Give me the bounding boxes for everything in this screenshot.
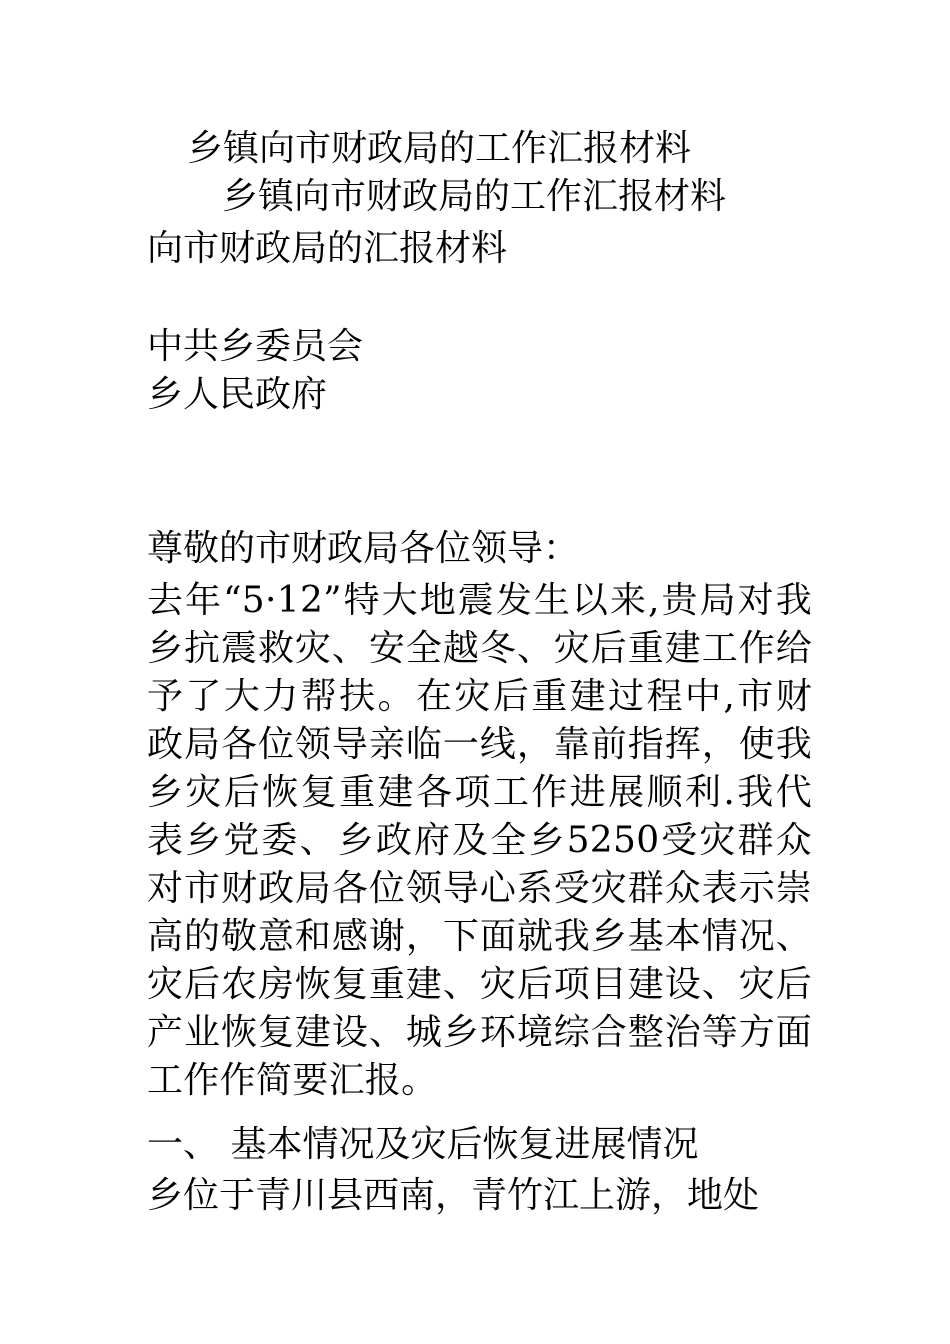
organization-party-committee: 中共乡委员会 [147,326,364,367]
salutation: 尊敬的市财政局各位领导： [147,528,580,569]
organization-government: 乡人民政府 [147,374,328,415]
document-title: 乡镇向市财政局的工作汇报材料 [187,128,692,169]
body-paragraph-1: 去年“5·12”特大地震发生以来,贵局对我乡抗震救灾、安全越冬、灾后重建工作给予了大力帮扶。在灾后重建过程中,市财政局各位领导亲临一线，靠前指挥，使我乡灾后恢复重建各项工作进展顺利.我代表乡党委、乡政府及全乡5250受灾群众对市财政局各位领导心系受灾群众表示崇高的敬意和感谢，下面就我乡基本情况、灾后农房恢复重建、灾后项目建设、灾后产业恢复建设、城乡环境综合整治等方面工作作简要汇报。 [147,580,812,1101]
document-subtitle: 乡镇向市财政局的工作汇报材料 [222,176,727,217]
body-paragraph-2: 乡位于青川县西南，青竹江上游，地处 [147,1175,760,1216]
report-heading: 向市财政局的汇报材料 [147,228,508,269]
section-heading-1: 一、 基本情况及灾后恢复进展情况 [147,1124,699,1165]
